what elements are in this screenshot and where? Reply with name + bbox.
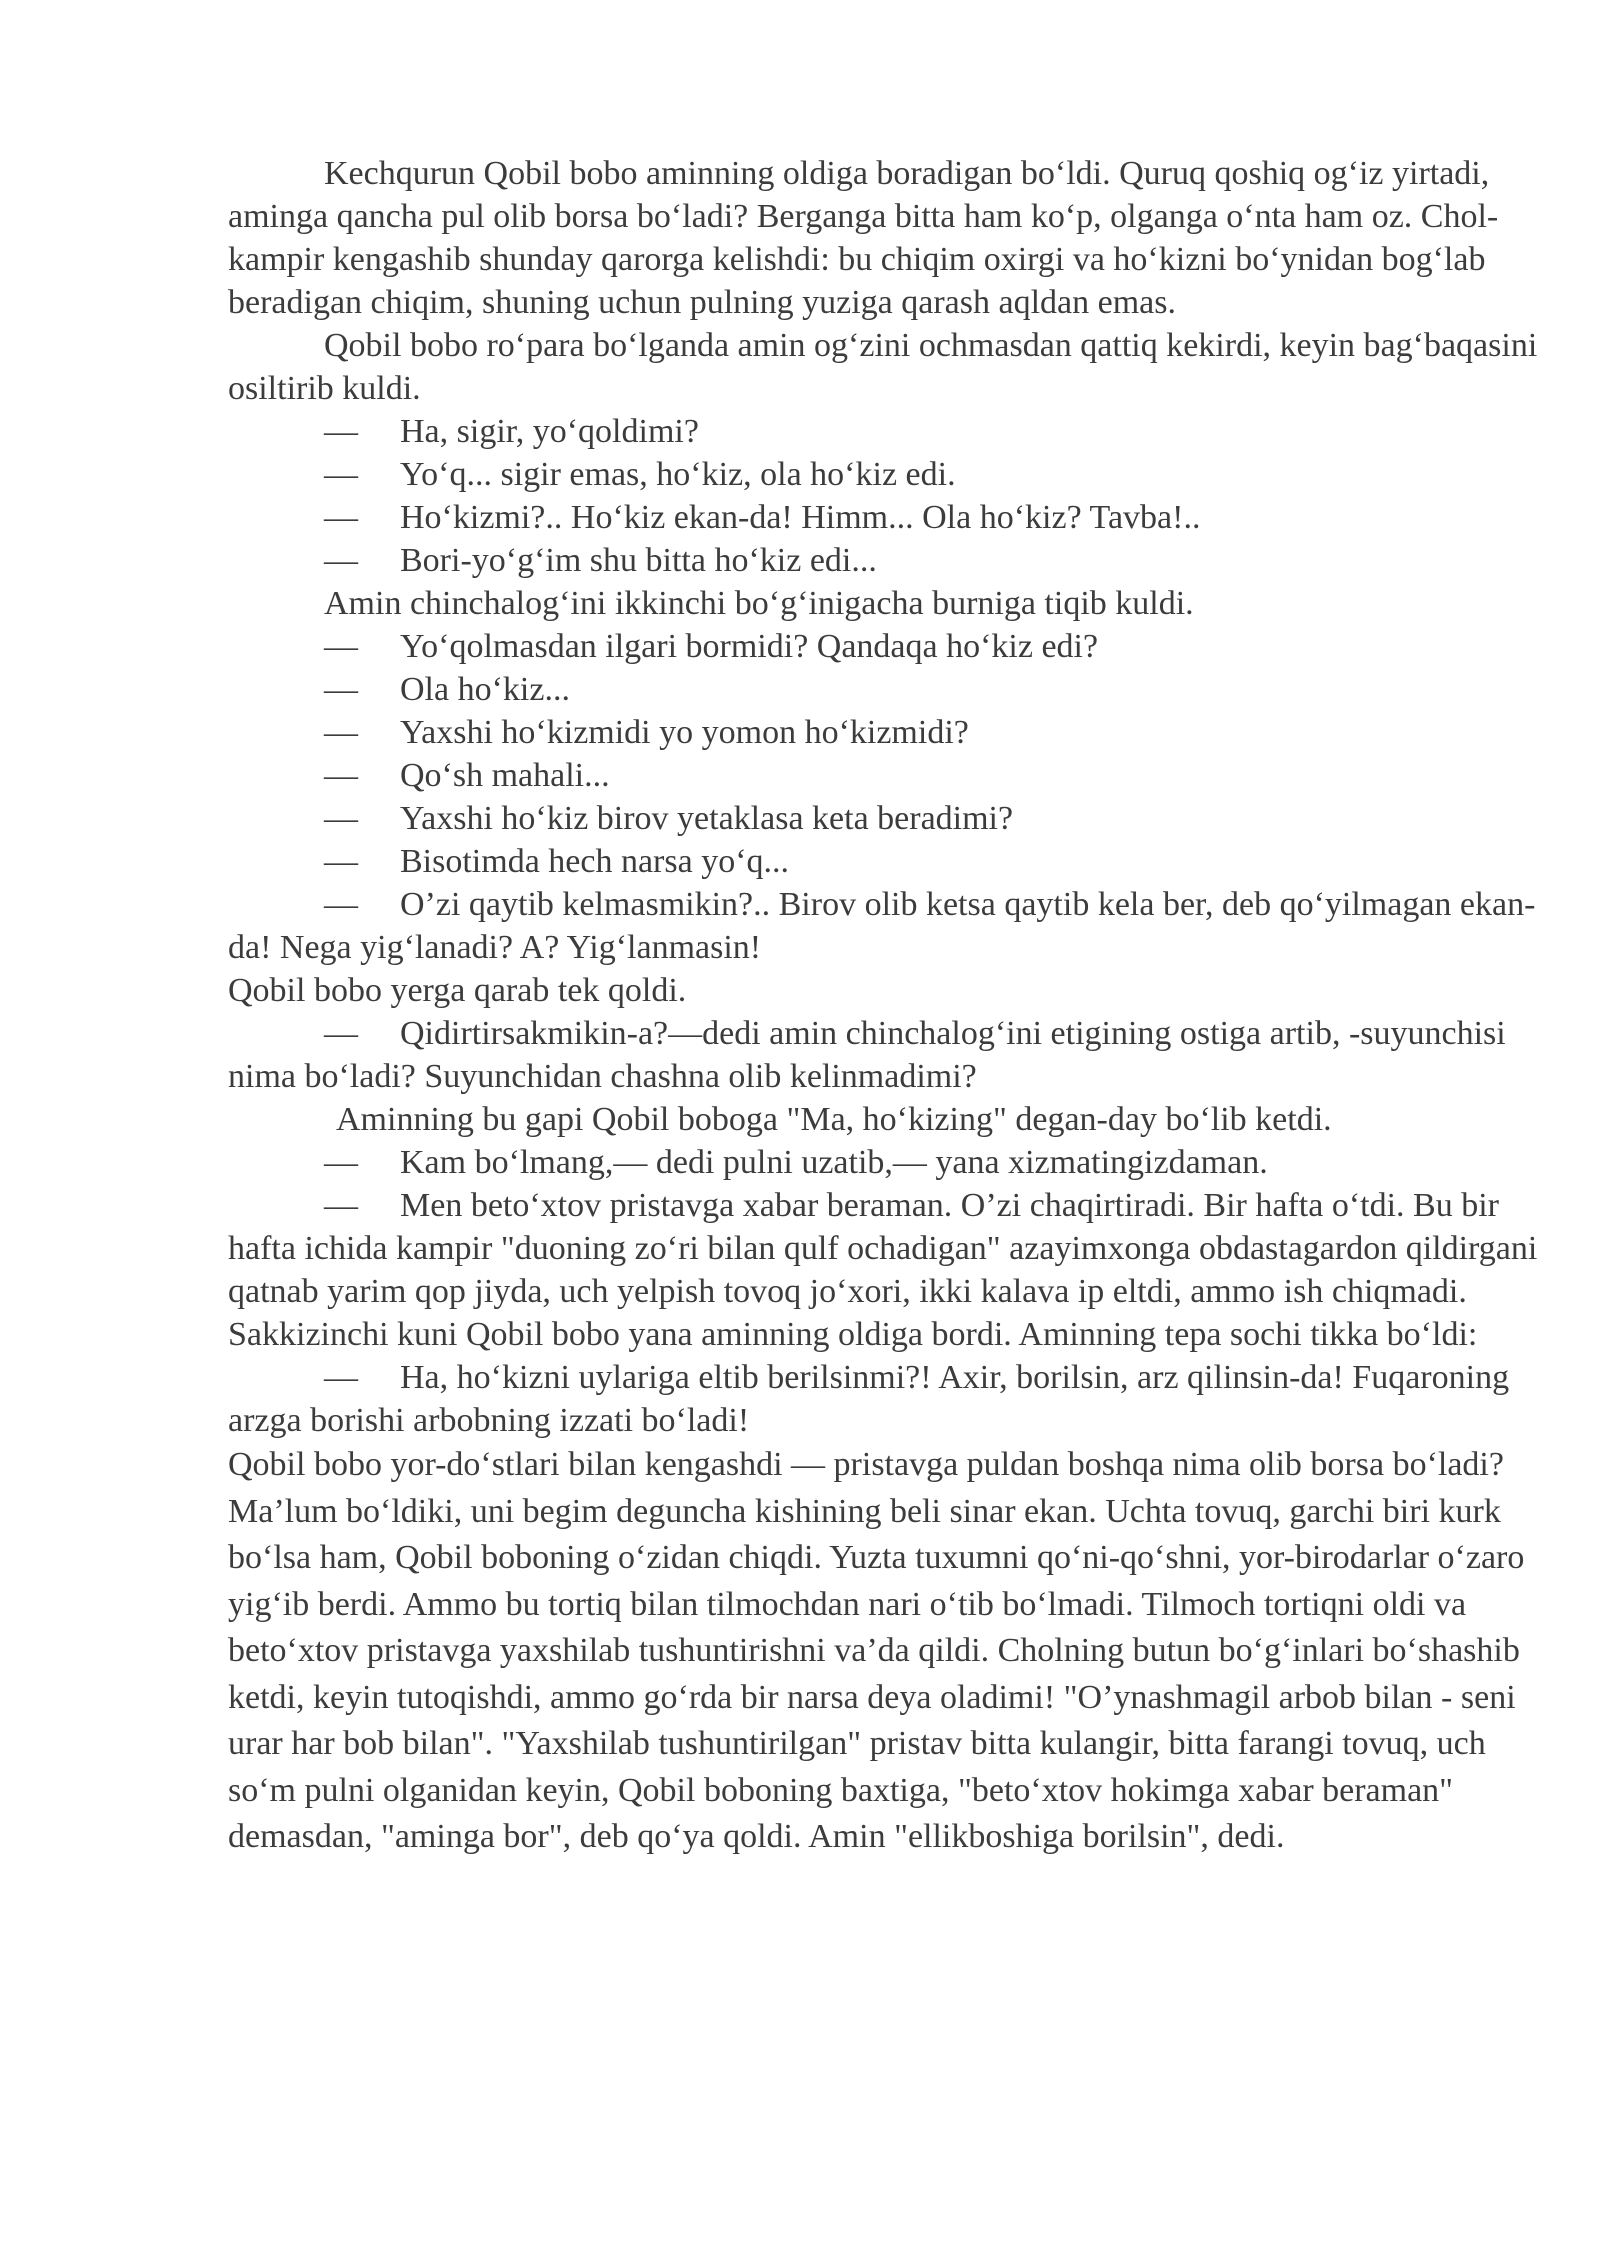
dialogue-dash: — [324, 628, 358, 665]
dialogue-text: Qidirtirsakmikin-a?—dedi amin chinchalog‘ini etigining ostiga artib, -suyunchisi nima bo‘ladi? Suyunchidan chashna olib kelinmadimi? [228, 1015, 1506, 1095]
dialogue-line [228, 1356, 1548, 1442]
dialogue-dash: — [324, 1144, 358, 1181]
dialogue-text: Ha, ho‘kizni uylariga eltib berilsinmi?! Axir, borilsin, arz qilinsin-da! Fuqaroning arzga borishi arbobning izzati bo‘ladi! [228, 1359, 1510, 1439]
paragraph: Aminning bu gapi Qobil boboga "Ma, ho‘kizing" degan-day bo‘lib ketdi. [336, 1101, 1332, 1138]
dialogue-dash: — [324, 413, 358, 450]
dialogue-dash: — [324, 1187, 358, 1224]
dialogue-dash: — [324, 757, 358, 794]
dialogue-dash: — [324, 1015, 358, 1052]
dialogue-dash: — [324, 499, 358, 536]
paragraph: Qobil bobo yor-do‘stlari bilan kengashdi — pristavga puldan boshqa nima olib borsa bo‘ladi? Ma’lum bo‘ldiki, uni begim deguncha kishining beli sinar ekan. Uchta tovuq, garchi biri kurk bo‘lsa ham, Qobil boboning o‘zidan chiqdi. Yuzta tuxumni qo‘ni-qo‘shni, yor-birodarlar o‘zaro yig‘ib berdi. Ammo bu tortiq bilan tilmochdan nari o‘tib bo‘lmadi. Tilmoch tortiqni oldi va beto‘xtov pristavga yaxshilab tushuntirishni va’da qildi. Cholning butun bo‘g‘inlari bo‘shashib ketdi, keyin tutoqishdi, ammo go‘rda bir narsa deya oladimi! "O’ynashmagil arbob bilan - seni urar har bob bilan". "Yaxshilab tushuntirilgan" pristav bitta kulangir, bitta farangi tovuq, uch so‘m pulni olganidan keyin, Qobil boboning baxtiga, "beto‘xtov hokimga xabar beraman" demasdan, "aminga bor", deb qo‘ya qoldi. Amin "ellikboshiga borilsin", dedi. [228, 1446, 1525, 1855]
dialogue-text: Yaxshi ho‘kiz birov yetaklasa keta beradimi? [400, 800, 1014, 837]
paragraph: Amin chinchalog‘ini ikkinchi bo‘g‘inigacha burniga tiqib kuldi. [324, 585, 1194, 622]
paragraph: Qobil bobo yerga qarab tek qoldi. [228, 972, 687, 1009]
dialogue-text: O’zi qaytib kelmasmikin?.. Birov olib ketsa qaytib kela ber, deb qo‘yilmagan ekan-da! Nega yig‘lanadi? A? Yig‘lanmasin! [228, 886, 1536, 966]
dialogue-dash: — [324, 1359, 358, 1396]
dialogue-line [228, 539, 1548, 582]
dialogue-line [228, 711, 1548, 754]
dialogue-line [228, 496, 1548, 539]
dialogue-line [228, 754, 1548, 797]
dialogue-line [228, 1012, 1548, 1098]
dialogue-text: Kam bo‘lmang,— dedi pulni uzatib,— yana xizmatingizdaman. [400, 1144, 1268, 1181]
dialogue-dash: — [324, 456, 358, 493]
dialogue-text: Men beto‘xtov pristavga xabar beraman. O’zi chaqirtiradi. Bir hafta o‘tdi. Bu bir hafta ichida kampir "duoning zo‘ri bilan qulf ochadigan" azayimxonga obdastagardon qildirgani qatnab yarim qop jiyda, uch yelpish tovoq jo‘xori, ikki kalava ip eltdi, ammo ish chiqmadi. Sakkizinchi kuni Qobil bobo yana aminning oldiga bordi. Aminning tepa sochi tikka bo‘ldi: [228, 1187, 1538, 1353]
dialogue-dash: — [324, 714, 358, 751]
dialogue-line [228, 1184, 1548, 1356]
dialogue-dash: — [324, 542, 358, 579]
dialogue-line [228, 797, 1548, 840]
paragraph: Qobil bobo ro‘para bo‘lganda amin og‘zini ochmasdan qattiq kekirdi, keyin bag‘baqasini osiltirib kuldi. [228, 327, 1538, 407]
dialogue-dash: — [324, 886, 358, 923]
dialogue-text: Yo‘q... sigir emas, ho‘kiz, ola ho‘kiz edi. [400, 456, 956, 493]
dialogue-line [228, 410, 1548, 453]
dialogue-text: Ho‘kizmi?.. Ho‘kiz ekan-da! Himm... Ola ho‘kiz? Tavba!.. [400, 499, 1201, 536]
dialogue-line [228, 668, 1548, 711]
document-body [228, 152, 1548, 1861]
dialogue-line [228, 883, 1548, 969]
dialogue-line [228, 625, 1548, 668]
dialogue-text: Qo‘sh mahali... [400, 757, 610, 794]
dialogue-line [228, 1141, 1548, 1184]
paragraph: Kechqurun Qobil bobo aminning oldiga boradigan bo‘ldi. Quruq qoshiq og‘iz yirtadi, aminga qancha pul olib borsa bo‘ladi? Berganga bitta ham ko‘p, olganga o‘nta ham oz. Chol-kampir kengashib shunday qarorga kelishdi: bu chiqim oxirgi va ho‘kizni bo‘ynidan bog‘lab beradigan chiqim, shuning uchun pulning yuziga qarash aqldan emas. [228, 155, 1499, 321]
dialogue-text: Yaxshi ho‘kizmidi yo yomon ho‘kizmidi? [400, 714, 969, 751]
dialogue-text: Ha, sigir, yo‘qoldimi? [400, 413, 699, 450]
dialogue-text: Bori-yo‘g‘im shu bitta ho‘kiz edi... [400, 542, 877, 579]
dialogue-text: Ola ho‘kiz... [400, 671, 570, 708]
dialogue-line [228, 840, 1548, 883]
dialogue-dash: — [324, 800, 358, 837]
dialogue-line [228, 453, 1548, 496]
dialogue-text: Yo‘qolmasdan ilgari bormidi? Qandaqa ho‘kiz edi? [400, 628, 1099, 665]
dialogue-dash: — [324, 843, 358, 880]
dialogue-dash: — [324, 671, 358, 708]
dialogue-text: Bisotimda hech narsa yo‘q... [400, 843, 790, 880]
